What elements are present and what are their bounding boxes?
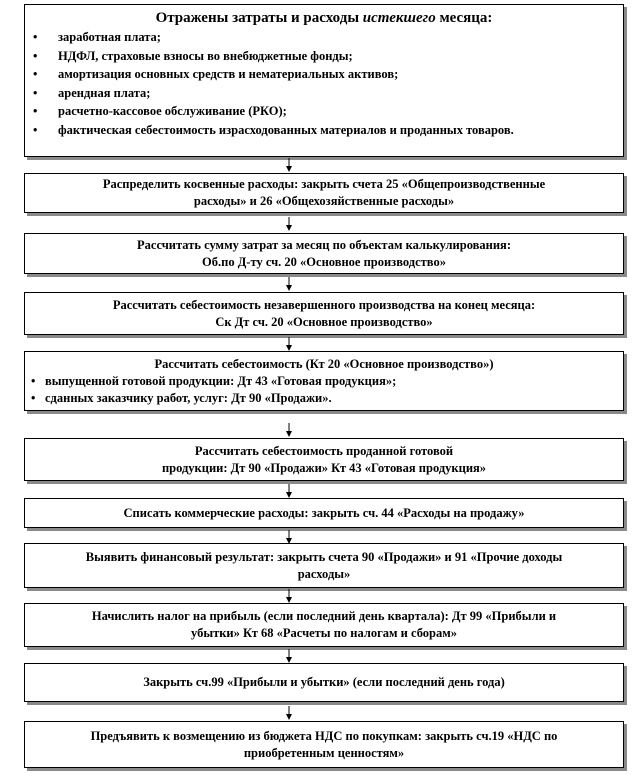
list-item: • фактическая себестоимость израсходованных материалов и проданных товаров. <box>33 121 615 140</box>
step-close-account-99: Закрыть сч.99 «Прибыли и убытки» (если последний день года) <box>24 663 624 702</box>
arrow-down-icon <box>285 158 293 172</box>
list-item: • расчетно-кассовое обслуживание (РКО); <box>33 102 615 121</box>
arrow-down-icon <box>285 649 293 663</box>
bullet-icon: • <box>33 67 38 81</box>
step-cost-of-sold-goods: Рассчитать себестоимость проданной готовой продукции: Дт 90 «Продажи» Кт 43 «Готовая продукция» <box>24 438 624 481</box>
list-item: • НДФЛ, страховые взносы во внебюджетные фонды; <box>33 47 615 66</box>
expenses-list <box>33 28 615 139</box>
arrow-down-icon <box>285 706 293 720</box>
step-financial-result: Выявить финансовый результат: закрыть счета 90 «Продажи» и 91 «Прочие доходы расходы» <box>24 543 624 588</box>
arrow-down-icon <box>285 423 293 437</box>
list-item: • сданных заказчику работ, услуг: Дт 90 «Продажи». <box>31 390 332 405</box>
step-write-off-selling-expenses: Списать коммерческие расходы: закрыть сч. 44 «Расходы на продажу» <box>24 498 624 528</box>
bullet-icon: • <box>33 104 38 118</box>
step-distribute-indirect-costs: Распределить косвенные расходы: закрыть счета 25 «Общепроизводственные расходы» и 26 «Общехозяйственные расходы» <box>24 173 624 213</box>
bullet-icon: • <box>31 373 36 388</box>
expenses-recorded-box <box>24 4 624 157</box>
bullet-icon: • <box>33 85 38 100</box>
arrow-down-icon <box>285 277 293 291</box>
step-calculate-cost: Рассчитать себестоимость (Кт 20 «Основное производство») • выпущенной готовой продукции: Дт 43 «Готовая продукция»; • сданных заказчику работ, услуг: Дт 90 «Продажи». <box>24 351 624 411</box>
list-item: • выпущенной готовой продукции: Дт 43 «Готовая продукция»; <box>31 373 397 388</box>
arrow-down-icon <box>285 530 293 544</box>
bullet-icon: • <box>33 122 38 137</box>
bullet-icon: • <box>33 30 38 44</box>
step-accrue-profit-tax: Начислить налог на прибыль (если последний день квартала): Дт 99 «Прибыли и убытки» Кт 68 «Расчеты по налогам и сборам» <box>24 603 624 647</box>
arrow-down-icon <box>285 589 293 603</box>
bullet-icon: • <box>33 48 38 63</box>
step-calculate-wip-cost: Рассчитать себестоимость незавершенного производства на конец месяца: Ск Дт сч. 20 «Основное производство» <box>24 292 624 335</box>
arrow-down-icon <box>285 217 293 231</box>
step-vat-refund: Предъявить к возмещению из бюджета НДС по покупкам: закрыть сч.19 «НДС по приобретенным ценностям» <box>24 721 624 768</box>
list-item: • заработная плата; <box>33 28 615 47</box>
list-item: • амортизация основных средств и нематериальных активов; <box>33 65 615 84</box>
list-item: • арендная плата; <box>33 84 615 103</box>
arrow-down-icon <box>285 484 293 498</box>
expenses-box-title: Отражены затраты и расходы истекшего месяца: <box>155 10 493 26</box>
step-calculate-monthly-costs: Рассчитать сумму затрат за месяц по объектам калькулирования: Об.по Д-ту сч. 20 «Основное производство» <box>24 233 624 274</box>
arrow-down-icon <box>285 337 293 351</box>
bullet-icon: • <box>31 390 36 405</box>
